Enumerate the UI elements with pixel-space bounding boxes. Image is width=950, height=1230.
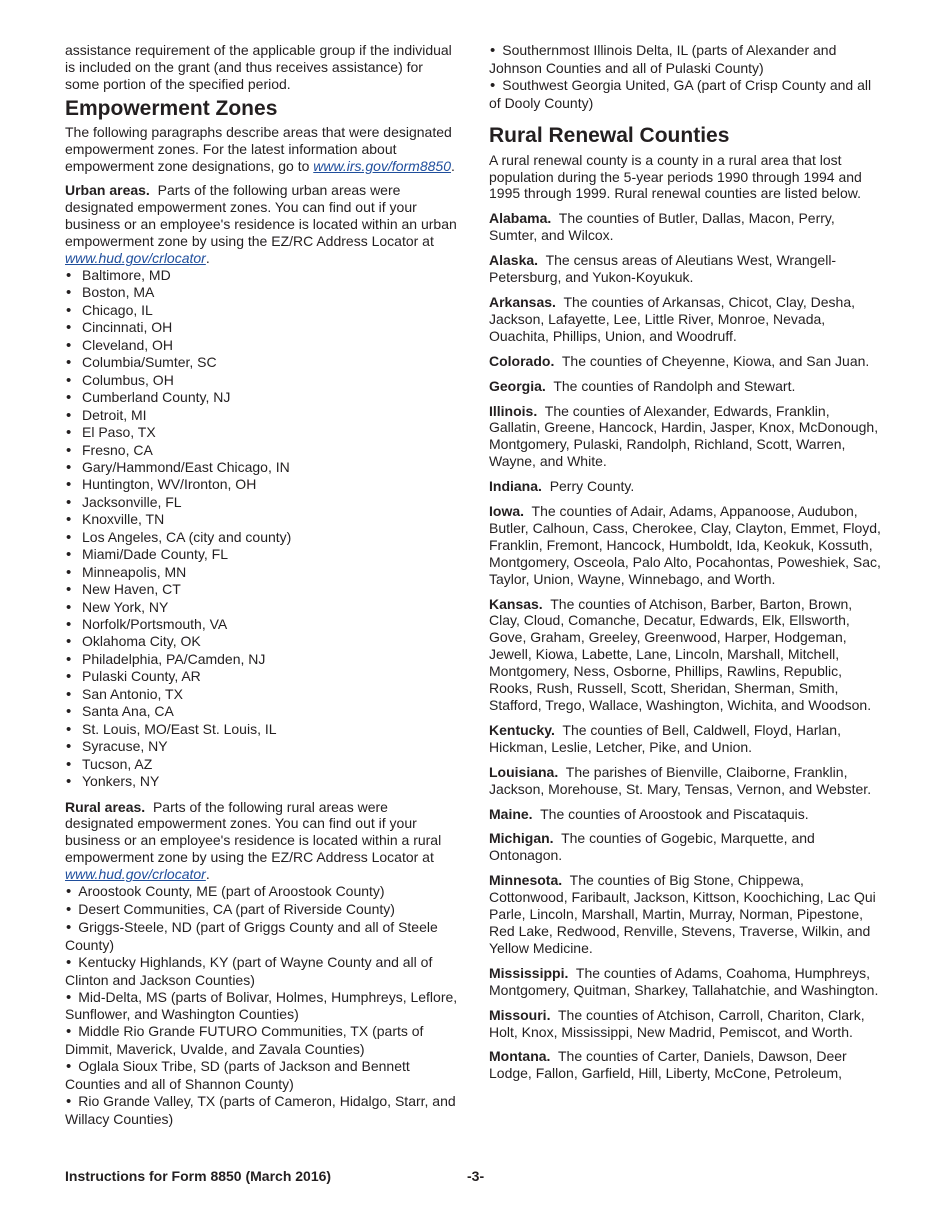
state-name: Louisiana. [489, 763, 559, 780]
state-counties: The counties of Alexander, Edwards, Franklin, Gallatin, Greene, Hancock, Hardin, Jasper, Knox, McDonough, Montgomery, Pulaski, Randolph, Richland, Scott, Warren, Wayne, and White. [489, 402, 879, 470]
urban-area-item [65, 564, 460, 581]
state-entry [489, 872, 884, 957]
rural-area-item [65, 1058, 460, 1093]
urban-area-item [65, 546, 460, 563]
state-name: Colorado. [489, 352, 555, 369]
rural-area-item-text: Desert Communities, CA (part of Riverside County) [78, 901, 395, 917]
right-column [489, 42, 884, 1082]
rural-area-item [65, 1023, 460, 1058]
hud-crlocator-link[interactable]: www.hud.gov/crlocator [65, 250, 206, 267]
state-entry [489, 806, 884, 823]
state-entry [489, 478, 884, 495]
rural-areas-text: Parts of the following rural areas were designated empowerment zones. You can find out if your business or an employee's residence is located within a rural empowerment zone by using the EZ/RC Address Locator at [65, 798, 442, 866]
rural-area-item-text: Southwest Georgia United, GA (part of Crisp County and all of Dooly County) [489, 76, 872, 111]
urban-area-item-text: Knoxville, TN [82, 511, 165, 528]
urban-areas-text: Parts of the following urban areas were designated empowerment zones. You can find out if your business or an employee's residence is located within an urban empowerment zone by using the EZ/RC Address Locator at [65, 182, 457, 250]
urban-area-item [65, 459, 460, 476]
state-entry [489, 1007, 884, 1041]
state-counties: The counties of Aroostook and Piscataquis. [540, 805, 809, 822]
urban-area-item-text: Huntington, WV/Ironton, OH [82, 476, 257, 493]
urban-area-item [65, 442, 460, 459]
urban-area-item-text: Oklahoma City, OK [82, 633, 201, 650]
ez-paragraph-text: The following paragraphs describe areas that were designated empowerment zones. For the latest information about empowerment zone designations, go to [65, 123, 452, 174]
footer-form-title: Instructions for Form 8850 (March 2016) [65, 1168, 332, 1184]
state-entry [489, 596, 884, 714]
rural-area-item [489, 77, 884, 112]
state-name: Kansas. [489, 595, 543, 612]
urban-area-item-text: Baltimore, MD [82, 266, 171, 283]
state-counties: The counties of Bell, Caldwell, Floyd, Harlan, Hickman, Leslie, Letcher, Pike, and Union. [489, 721, 841, 755]
state-counties: The counties of Adair, Adams, Appanoose, Audubon, Butler, Calhoun, Cass, Cherokee, Clay, Clayton, Emmet, Floyd, Franklin, Fremont, Hancock, Humboldt, Ida, Keokuk, Kossuth, Montgomery, Osceola, Palo Alto, Pocahontas, Poweshiek, Sac, Taylor, Union, Wayne, Winnebago, and Worth. [489, 503, 881, 587]
urban-area-item-text: Columbus, OH [82, 371, 174, 388]
rural-area-item [65, 1093, 460, 1128]
ez-paragraph: The following paragraphs describe areas that were designated empowerment zones. For the latest information about empowerment zone designations, go to www.irs.gov/form8850. [65, 123, 455, 174]
state-counties: The counties of Big Stone, Chippewa, Cottonwood, Faribault, Jackson, Kittson, Koochiching, Lac Qui Parle, Lincoln, Marshall, Martin, Murray, Norman, Pipestone, Red Lake, Redwood, Renville, Stevens, Traverse, Wilkin, and Yellow Medicine. [489, 872, 876, 956]
hud-crlocator-link-2[interactable]: www.hud.gov/crlocator [65, 866, 206, 883]
urban-area-item [65, 668, 460, 685]
state-entry [489, 353, 884, 370]
state-name: Illinois. [489, 402, 538, 419]
urban-area-item-text: Cumberland County, NJ [82, 389, 231, 406]
urban-area-item-text: Boston, MA [82, 284, 155, 301]
urban-area-item-text: Yonkers, NY [82, 773, 160, 790]
urban-area-item-text: Pulaski County, AR [82, 668, 201, 685]
urban-area-item [65, 529, 460, 546]
urban-area-item-text: New Haven, CT [82, 581, 181, 598]
rural-area-item [65, 989, 460, 1024]
state-entry [489, 1048, 884, 1082]
urban-area-item-text: Detroit, MI [82, 406, 147, 423]
urban-area-item [65, 302, 460, 319]
urban-area-item-text: Cincinnati, OH [82, 319, 173, 336]
state-counties: The counties of Adams, Coahoma, Humphreys, Montgomery, Quitman, Sharkey, Tallahatchie, and Washington. [489, 964, 879, 998]
rural-area-item-text: Aroostook County, ME (part of Aroostook County) [78, 883, 385, 900]
state-entry [489, 503, 884, 588]
urban-area-item-text: Cleveland, OH [82, 336, 174, 353]
urban-area-item-text: New York, NY [82, 598, 169, 615]
state-name: Kentucky. [489, 721, 555, 738]
urban-area-item [65, 703, 460, 720]
rural-area-item-text: Oglala Sioux Tribe, SD (parts of Jackson and Bennett Counties and all of Shannon County) [65, 1058, 410, 1093]
rural-area-item [489, 42, 884, 77]
rural-area-item [65, 954, 460, 989]
urban-area-item [65, 476, 460, 493]
rural-area-item-text: Southernmost Illinois Delta, IL (parts of Alexander and Johnson Counties and all of Pulaski County) [489, 42, 837, 76]
rural-area-item-text: Griggs-Steele, ND (part of Griggs County and all of Steele County) [65, 918, 438, 953]
left-column [65, 42, 460, 1128]
state-entry [489, 252, 884, 286]
rural-areas-list-continued [489, 42, 884, 112]
urban-area-item [65, 721, 460, 738]
urban-area-item-text: Fresno, CA [82, 441, 153, 458]
urban-areas-paragraph: Urban areas. Parts of the following urban areas were designated empowerment zones. You can find out if your business or an employee's residence is located within an urban empowerment zone by using the EZ/RC Address Locator at www.hud.gov/crlocator. [65, 182, 457, 267]
state-counties: The counties of Butler, Dallas, Macon, Perry, Sumter, and Wilcox. [489, 210, 835, 244]
urban-area-item [65, 738, 460, 755]
urban-area-item-text: Norfolk/Portsmouth, VA [82, 616, 228, 633]
state-counties: The counties of Carter, Daniels, Dawson, Deer Lodge, Fallon, Garfield, Hill, Liberty, McCone, Petroleum, [489, 1048, 847, 1082]
irs-form8850-link[interactable]: www.irs.gov/form8850 [313, 157, 451, 174]
state-name: Indiana. [489, 478, 542, 495]
urban-area-item [65, 581, 460, 598]
state-name: Montana. [489, 1048, 551, 1065]
urban-area-item [65, 267, 460, 284]
state-name: Alaska. [489, 252, 539, 269]
state-entry [489, 764, 884, 798]
urban-area-item-text: Philadelphia, PA/Camden, NJ [82, 650, 266, 667]
state-counties: The counties of Atchison, Barber, Barton, Brown, Clay, Cloud, Comanche, Decatur, Edwards, Elk, Ellsworth, Gove, Graham, Greeley, Greenwood, Harper, Hodgeman, Jewell, Kiowa, Labette, Lane, Lincoln, Marshall, Mitchell, Montgomery, Ness, Osborne, Phillips, Rawlins, Republic, Rooks, Rush, Russell, Scott, Sheridan, Sherman, Smith, Stafford, Trego, Wallace, Washington, Wichita, and Woodson. [489, 595, 872, 713]
state-counties: The counties of Gogebic, Marquette, and Ontonagon. [489, 830, 815, 864]
rural-area-item [65, 883, 460, 901]
state-entry [489, 965, 884, 999]
state-list [489, 210, 884, 1082]
state-counties: The counties of Cheyenne, Kiowa, and San Juan. [561, 352, 870, 369]
urban-area-item [65, 651, 460, 668]
state-entry [489, 210, 884, 244]
state-entry [489, 830, 884, 864]
rural-areas-paragraph: Rural areas. Parts of the following rural areas were designated empowerment zones. You can find out if your business or an employee's residence is located within a rural empowerment zone by using the EZ/RC Address Locator at www.hud.gov/crlocator. [65, 798, 442, 883]
urban-area-item-text: Miami/Dade County, FL [82, 546, 229, 563]
rural-renewal-heading: Rural Renewal Counties [489, 123, 730, 147]
urban-area-item [65, 511, 460, 528]
rural-area-item-text: Kentucky Highlands, KY (part of Wayne County and all of Clinton and Jackson Counties) [65, 953, 433, 988]
urban-area-item-text: El Paso, TX [82, 424, 156, 441]
state-name: Arkansas. [489, 293, 556, 310]
urban-area-item [65, 319, 460, 336]
urban-area-item-text: Syracuse, NY [82, 738, 168, 755]
urban-area-item-text: Columbia/Sumter, SC [82, 354, 217, 371]
urban-area-item [65, 633, 460, 650]
rural-area-item [65, 919, 460, 954]
state-entry [489, 378, 884, 395]
state-name: Alabama. [489, 210, 552, 227]
footer-page-number: -3- [467, 1168, 485, 1184]
urban-area-item [65, 686, 460, 703]
state-name: Maine. [489, 805, 533, 822]
urban-area-item-text: Los Angeles, CA (city and county) [82, 528, 292, 545]
state-name: Georgia. [489, 377, 546, 394]
urban-area-item [65, 407, 460, 424]
state-counties: Perry County. [549, 478, 635, 495]
state-name: Minnesota. [489, 872, 563, 889]
urban-area-item [65, 337, 460, 354]
state-counties: The counties of Atchison, Carroll, Chariton, Clark, Holt, Knox, Mississippi, New Madrid, Pemiscot, and Worth. [489, 1006, 865, 1040]
urban-area-item-text: Tucson, AZ [82, 755, 153, 772]
state-entry [489, 403, 884, 471]
state-name: Mississippi. [489, 964, 569, 981]
urban-area-item [65, 354, 460, 371]
urban-area-item [65, 756, 460, 773]
rural-areas-label: Rural areas. [65, 798, 146, 815]
state-name: Iowa. [489, 503, 525, 520]
urban-area-item [65, 599, 460, 616]
urban-area-item-text: San Antonio, TX [82, 685, 183, 702]
state-entry [489, 294, 884, 345]
rural-area-item-text: Mid-Delta, MS (parts of Bolivar, Holmes, Humphreys, Leflore, Sunflower, and Washington Counties) [65, 988, 458, 1023]
urban-area-item [65, 372, 460, 389]
urban-area-item [65, 284, 460, 301]
urban-area-item-text: Santa Ana, CA [82, 703, 174, 720]
state-counties: The census areas of Aleutians West, Wrangell-Petersburg, and Yukon-Koyukuk. [489, 252, 837, 286]
urban-area-item-text: Minneapolis, MN [82, 563, 187, 580]
urban-area-item-text: Jacksonville, FL [82, 493, 182, 510]
rural-area-item-text: Middle Rio Grande FUTURO Communities, TX (parts of Dimmit, Maverick, Uvalde, and Zavala Counties) [65, 1023, 424, 1058]
empowerment-zones-heading: Empowerment Zones [65, 96, 278, 120]
urban-area-item [65, 773, 460, 790]
urban-area-item-text: St. Louis, MO/East St. Louis, IL [82, 720, 277, 737]
urban-area-item-text: Gary/Hammond/East Chicago, IN [82, 458, 290, 475]
rural-area-item-text: Rio Grande Valley, TX (parts of Cameron, Hidalgo, Starr, and Willacy Counties) [65, 1092, 456, 1127]
state-counties: The counties of Randolph and Stewart. [553, 377, 796, 394]
urban-area-item [65, 424, 460, 441]
urban-area-item-text: Chicago, IL [82, 301, 153, 318]
state-entry [489, 722, 884, 756]
rural-renewal-intro: A rural renewal county is a county in a rural area that lost population during the 5-year periods 1990 through 1994 and 1995 through 1999. Rural renewal counties are listed below. [489, 151, 862, 202]
state-counties: The counties of Arkansas, Chicot, Clay, Desha, Jackson, Lafayette, Lee, Little River, Monroe, Nevada, Ouachita, Phillips, Union, and Woodruff. [489, 293, 856, 344]
intro-paragraph: assistance requirement of the applicable group if the individual is included on the grant (and thus receives assistance) for some portion of the specified period. [65, 42, 452, 92]
urban-area-item [65, 616, 460, 633]
state-counties: The parishes of Bienville, Claiborne, Franklin, Jackson, Morehouse, St. Mary, Tensas, Vernon, and Webster. [489, 763, 872, 797]
rural-area-item [65, 901, 460, 919]
rural-areas-list [65, 883, 460, 1128]
urban-areas-label: Urban areas. [65, 182, 150, 199]
state-name: Michigan. [489, 830, 554, 847]
state-name: Missouri. [489, 1006, 551, 1023]
urban-area-item [65, 494, 460, 511]
urban-area-item [65, 389, 460, 406]
urban-areas-list [65, 267, 460, 791]
